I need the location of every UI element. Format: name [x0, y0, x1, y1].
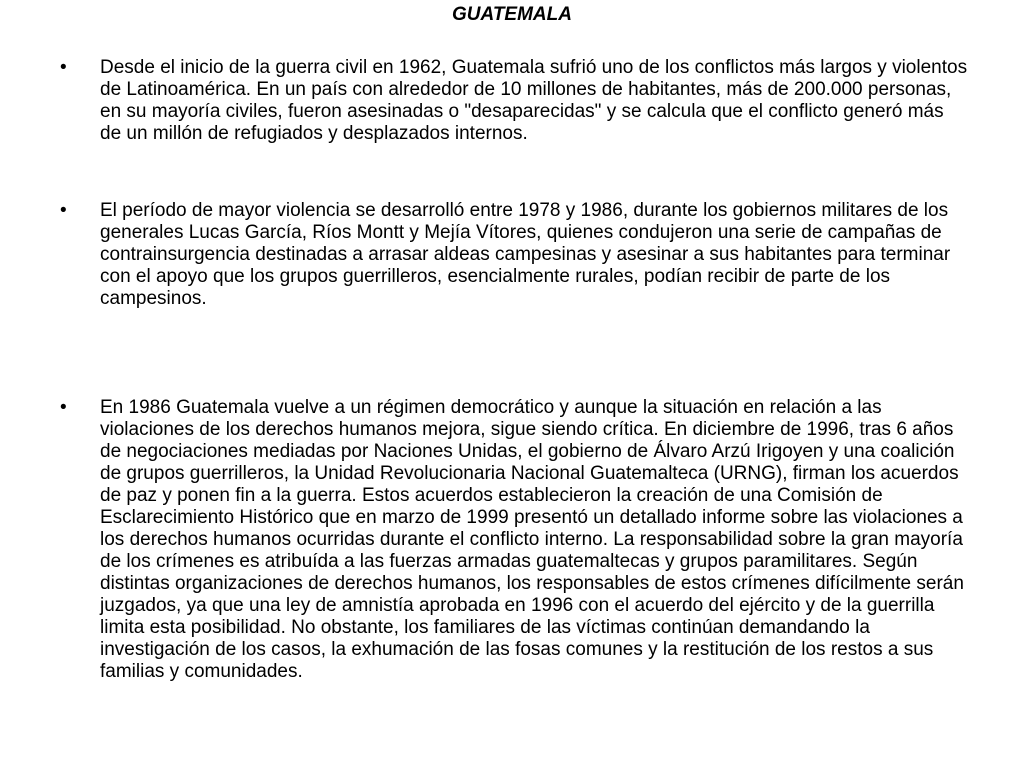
- bullet-text: En 1986 Guatemala vuelve a un régimen democrático y aunque la situación en relación a las violaciones de los derechos humanos mejora, sigue siendo crítica. En diciembre de 1996, tras 6 años de negociaciones mediadas por Naciones Unidas, el gobierno de Álvaro Arzú Irigoyen y una coalición de grupos guerrilleros, la Unidad Revolucionaria Nacional Guatemalteca (URNG), firman los acuerdos de paz y ponen fin a la guerra. Estos acuerdos establecieron la creación de una Comisión de Esclarecimiento Histórico que en marzo de 1999 presentó un detallado informe sobre las violaciones a los derechos humanos ocurridas durante el conflicto interno. La responsabilidad sobre la gran mayoría de los crímenes es atribuída a las fuerzas armadas guatemaltecas y grupos paramilitares. Según distintas organizaciones de derechos humanos, los responsables de estos crímenes difícilmente serán juzgados, ya que una ley de amnistía aprobada en 1996 con el acuerdo del ejército y de la guerrilla limita esta posibilidad. No obstante, los familiares de las víctimas continúan demandando la investigación de los casos, la exhumación de las fosas comunes y la restitución de los restos a sus familias y comunidades.: [100, 397, 964, 682]
- bullet-dot-icon: •: [60, 200, 67, 221]
- bullet-item: [60, 200, 968, 310]
- bullet-item: [60, 57, 968, 145]
- bullet-text: El período de mayor violencia se desarrolló entre 1978 y 1986, durante los gobiernos militares de los generales Lucas García, Ríos Montt y Mejía Vítores, quienes condujeron una serie de campañas de contrainsurgencia destinadas a arrasar aldeas campesinas y asesinar a sus habitantes para terminar con el apoyo que los grupos guerrilleros, esencialmente rurales, podían recibir de parte de los campesinos.: [100, 200, 951, 309]
- slide-title: GUATEMALA: [452, 4, 572, 25]
- bullet-dot-icon: •: [60, 397, 67, 418]
- bullet-dot-icon: •: [60, 57, 67, 78]
- bullet-item: [60, 397, 968, 683]
- bullet-text: Desde el inicio de la guerra civil en 1962, Guatemala sufrió uno de los conflictos más largos y violentos de Latinoamérica. En un país con alrededor de 10 millones de habitantes, más de 200.000 personas, en su mayoría civiles, fueron asesinadas o "desaparecidas" y se calcula que el conflicto generó más de un millón de refugiados y desplazados internos.: [100, 57, 968, 144]
